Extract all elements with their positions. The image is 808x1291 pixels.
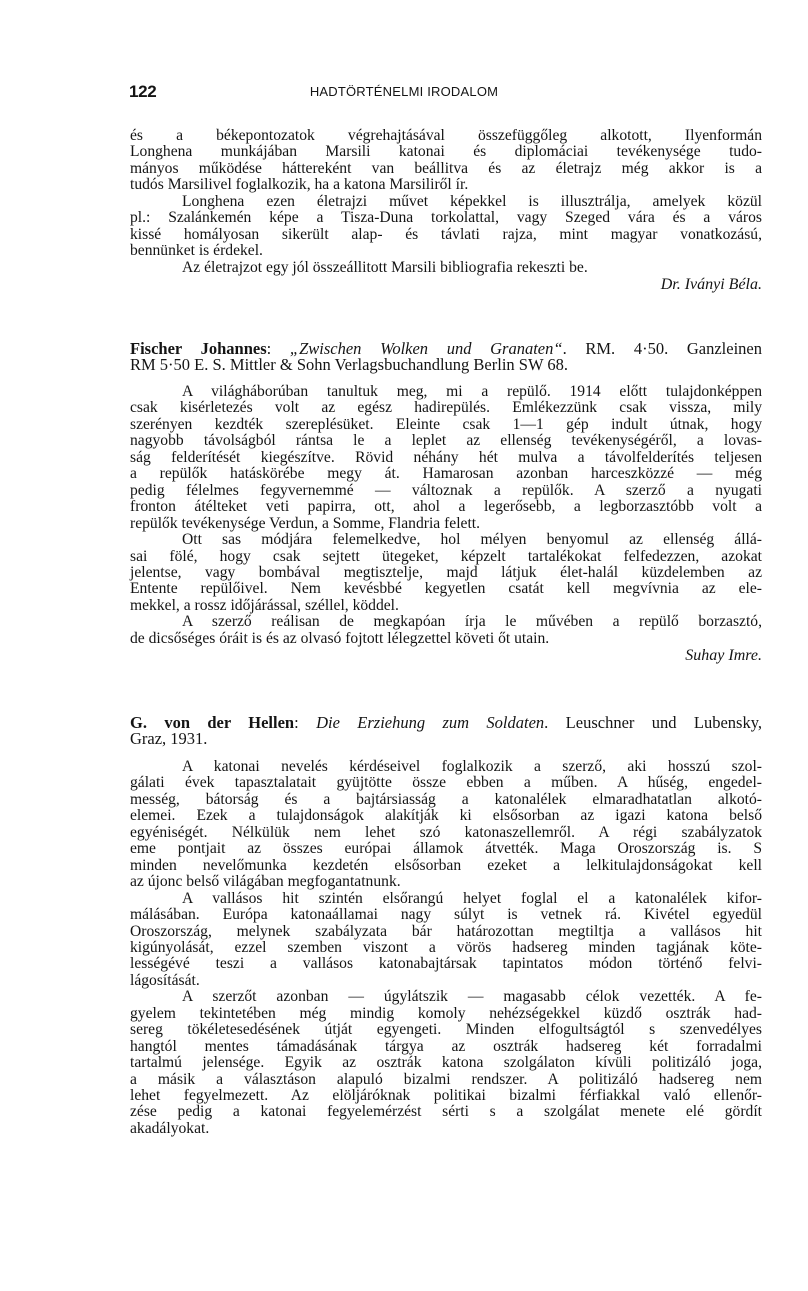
text-line: Longhena ezen életrajzi művet képekkel is illusztrálja, amelyek közül bbox=[182, 192, 762, 210]
text-line: málásában. Európa katonaállamai nagy súlyt is vetnek rá. Kivétel egyedül bbox=[130, 906, 762, 924]
text-line: zése pedig a katonai fegyelemérzést sérti s a szolgálat menete elé gördít bbox=[130, 1103, 762, 1121]
text-line: egyéniségét. Nélkülük nem lehet szó katonaszellemről. A régi szabályzatok bbox=[130, 823, 762, 841]
text-line: gálati évek tapasztalatait gyüjtötte össze ebben a műben. A hűség, engedel- bbox=[130, 774, 762, 792]
entry-title: „Zwischen Wolken und Granaten“ bbox=[289, 339, 563, 358]
entry-title: Die Erziehung zum Soldaten bbox=[316, 713, 545, 732]
text-line: a másik a választáson alapuló bizalmi rendszer. A politizáló hadsereg nem bbox=[130, 1070, 762, 1088]
text-line: jelentse, vagy bombával megtisztelje, majd látjuk élet-halál küzdelemben az bbox=[130, 563, 762, 581]
text-line: pedig félelmes fegyvernemmé — változnak a repülők. A szerző a nyugati bbox=[130, 481, 762, 499]
text-line: repülők tevékenysége Verdun, a Somme, Flandria felett. bbox=[130, 514, 481, 532]
text-line: és a békepontozatok végrehajtásával összefüggőleg alkotott, Ilyenformán bbox=[130, 127, 762, 144]
text-line: mányos működése háttereként van beállitva és az életrajz még akkor is a bbox=[130, 159, 762, 177]
text-line: akadályokat. bbox=[130, 1119, 210, 1137]
text-line: csak kisérletezés volt az egész hadirepülés. Emlékezzünk csak vissza, mily bbox=[130, 399, 762, 417]
text-line: tartalmú jelensége. Egyik az osztrák katona szolgálaton kívüli politizáló joga, bbox=[130, 1054, 762, 1072]
text-line: kigúnyolását, ezzel szemben viszont a vörös hadsereg minden tagjának köte- bbox=[130, 938, 762, 956]
text-line: Longhena munkájában Marsili katonai és diplomáciai tevékenysége tudo- bbox=[130, 143, 762, 161]
text-line: minden nevelőmunka kezdetén elsősorban ezeket a lelkitulajdonságokat kell bbox=[130, 856, 762, 874]
text-line: A vallásos hit szintén elsőrangú helyet foglal el a katonalélek kifor- bbox=[182, 889, 762, 907]
text-line: sai fölé, hogy csak sejtett ütegeket, képzelt tartalékokat felfedezzen, azokat bbox=[130, 547, 762, 565]
text-line: lágosítását. bbox=[130, 971, 200, 989]
text-line: A világháborúban tanultuk meg, mi a repülő. 1914 előtt tulajdonképpen bbox=[182, 383, 762, 400]
text-line: pl.: Szalánkemén képe a Tisza-Duna torkolattal, vagy Szeged vára és a város bbox=[130, 209, 762, 227]
text-line: sereg tökéletesedésének útját egyengeti. Minden elfogultságtól s szenvedélyes bbox=[130, 1021, 762, 1039]
text-line: fronton átélteket veti papirra, ott, ahol a legerősebb, a legborzasztóbb volt a bbox=[130, 498, 762, 516]
entry-heading bbox=[130, 714, 762, 731]
entry-separator: : bbox=[294, 713, 317, 732]
text-line: ság felderítését kiegészítve. Rövid néhány hét mulva a távolfelderítés teljesen bbox=[130, 448, 762, 466]
signature: Suhay Imre. bbox=[685, 647, 762, 665]
text-line: messég, bátorság és a bajtársiasság a katonalélek elmaradhatatlan alkotó- bbox=[130, 790, 762, 808]
text-line: az újonc belső világában megfogantatnunk. bbox=[130, 873, 401, 891]
text-line: eme pontjait az összes európai államok átvették. Maga Oroszország is. S bbox=[130, 840, 762, 858]
text-line: lességévé teszi a vallásos katonabajtársak tapintatos módon történő felvi- bbox=[130, 955, 762, 973]
text-line: nagyobb távolságból rántsa le a leplet az ellenség tevékenységéről, a lovas- bbox=[130, 432, 762, 450]
text-line: szerényen kezdték szereplésüket. Eleinte csak 1—1 gép indult útnak, hogy bbox=[130, 415, 762, 433]
text-line: kissé homályosan sikerült alap- és távlati rajza, mint magyar vonatkozású, bbox=[130, 225, 762, 243]
text-line: A katonai nevelés kérdéseivel foglalkozik a szerző, aki hosszú szol- bbox=[182, 758, 762, 775]
text-line: gyelem tekintetében még mindig komoly nehézségekkel küzdő osztrák had- bbox=[130, 1004, 762, 1022]
entry-details: . RM. 4·50. Ganzleinen bbox=[562, 339, 762, 358]
text-line: Oroszország, melynek szabályzata bár határozottan megtiltja a vallásos hit bbox=[130, 922, 762, 940]
entry-details: . Leuschner und Lubensky, bbox=[544, 713, 762, 732]
text-line: tudós Marsilivel foglalkozik, ha a katona Marsiliről ír. bbox=[130, 176, 469, 194]
entry-author: G. von der Hellen bbox=[130, 713, 295, 732]
text-line: bennünket is érdekel. bbox=[130, 242, 263, 260]
running-title: HADTÖRTÉNELMI IRODALOM bbox=[309, 84, 499, 99]
entry-heading bbox=[130, 340, 762, 357]
text-line: Ott sas módjára felemelkedve, hol mélyen benyomul az ellenség állá- bbox=[182, 531, 762, 549]
text-line: elemei. Ezek a tulajdonságok alakítják ki elsősorban az igazi katona belső bbox=[130, 807, 762, 825]
entry-author: Fischer Johannes bbox=[130, 339, 267, 358]
text-line: mekkel, a rossz időjárással, széllel, köddel. bbox=[130, 596, 399, 614]
entry-details-line: RM 5·50 E. S. Mittler & Sohn Verlagsbuchandlung Berlin SW 68. bbox=[130, 355, 568, 375]
text-line: lehet fegyelmezett. Az elöljáróknak politikai bizalmi férfiakkal való ellenőr- bbox=[130, 1087, 762, 1104]
entry-separator: : bbox=[266, 339, 290, 358]
text-line: A szerzőt azonban — úgylátszik — magasabb célok vezették. A fe- bbox=[182, 988, 762, 1006]
signature: Dr. Iványi Béla. bbox=[660, 276, 762, 294]
page-number: 122 bbox=[129, 82, 157, 101]
text-line: a repülők hatáskörébe megy át. Hamarosan azonban harceszközzé — még bbox=[130, 465, 762, 483]
entry-details-line: Graz, 1931. bbox=[130, 729, 208, 749]
text-line: Entente repülőivel. Nem kevésbbé kegyetlen csatát kell megvívnia az ele- bbox=[130, 580, 762, 598]
text-line: Az életrajzot egy jól összeállitott Marsili bibliografia rekeszti be. bbox=[182, 258, 588, 276]
text-line: de dicsőséges óráit is és az olvasó fojtott lélegzettel követi őt utain. bbox=[130, 629, 550, 647]
text-line: hangtól mentes támadásának tárgya az osztrák hadsereg két forradalmi bbox=[130, 1037, 762, 1055]
text-line: A szerző reálisan de megkapóan írja le művében a repülő borzasztó, bbox=[182, 613, 762, 631]
